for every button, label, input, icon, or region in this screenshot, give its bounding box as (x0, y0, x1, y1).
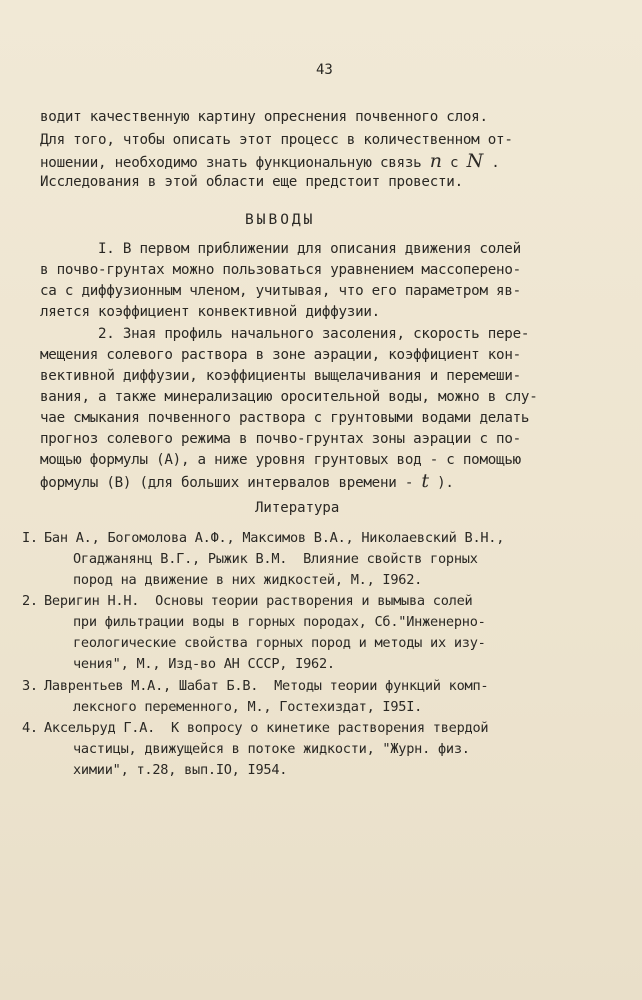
reference-line: Бан А., Богомолова А.Ф., Максимов В.А., Николаевский В.Н., (44, 530, 505, 546)
text-segment: . (491, 155, 500, 171)
reference-line: лексного переменного, М., Гостехиздат, I95I. (73, 699, 423, 715)
reference-number: 3. (22, 678, 38, 694)
reference-line: чения", М., Изд-во АН СССР, I962. (73, 656, 335, 672)
text-line: са с диффузионным членом, учитывая, что его параметром яв- (40, 283, 521, 299)
text-line: чае смыкания почвенного раствора с грунтовыми водами делать (40, 410, 530, 426)
text-segment: ). (437, 475, 454, 491)
text-line: 2. Зная профиль начального засоления, скорость пере- (98, 326, 530, 342)
text-line: мещения солевого раствора в зоне аэрации, коэффициент кон- (40, 347, 521, 363)
text-line: прогноз солевого режима в почво-грунтах зоны аэрации с по- (40, 431, 521, 447)
text-segment: с (450, 155, 459, 171)
reference-number: 4. (22, 720, 38, 736)
page-number: 43 (316, 62, 333, 78)
reference-line: геологические свойства горных пород и методы их изу- (73, 635, 486, 651)
text-line: мощью формулы (А), а ниже уровня грунтовых вод - с помощью (40, 452, 521, 468)
reference-line: химии", т.28, вып.IO, I954. (73, 762, 288, 778)
reference-line: Веригин Н.Н. Основы теории растворения и вымыва солей (44, 593, 473, 609)
reference-line: Огаджанянц В.Г., Рыжик В.М. Влияние свойств горных (73, 551, 478, 567)
text-line: I. В первом приближении для описания движения солей (98, 241, 521, 257)
reference-line: Лаврентьев М.А., Шабат Б.В. Методы теории функций комп- (44, 678, 489, 694)
reference-number: I. (22, 530, 38, 546)
text-line (40, 472, 454, 492)
reference-line: пород на движение в них жидкостей, М., I962. (73, 572, 423, 588)
text-segment: формулы (В) (для больших интервалов времени - (40, 475, 414, 491)
section-heading-literature: Литература (255, 500, 340, 516)
handwritten-symbol-n: n (429, 150, 442, 172)
reference-line: Аксельруд Г.А. К вопросу о кинетике растворения твердой (44, 720, 489, 736)
text-line: вания, а также минерализацию оросительной воды, можно в слу- (40, 389, 538, 405)
section-heading-conclusions: ВЫВОДЫ (245, 212, 316, 228)
reference-line: частицы, движущейся в потоке жидкости, "Журн. физ. (73, 741, 470, 757)
text-line: в почво-грунтах можно пользоваться уравнением массоперено- (40, 262, 521, 278)
text-line: ляется коэффициент конвективной диффузии. (40, 304, 380, 320)
text-line: Исследования в этой области еще предстоит провести. (40, 174, 463, 190)
reference-line: при фильтрации воды в горных породах, Сб."Инженерно- (73, 614, 486, 630)
text-line: водит качественную картину опреснения почвенного слоя. (40, 109, 488, 125)
reference-number: 2. (22, 593, 38, 609)
text-line: вективной диффузии, коэффициенты выщелачивания и перемеши- (40, 368, 521, 384)
handwritten-symbol-t: t (421, 470, 429, 492)
handwritten-symbol-N: N (466, 150, 483, 172)
text-line: Для того, чтобы описать этот процесс в количественном от- (40, 132, 513, 148)
text-line (40, 152, 500, 172)
text-segment: ношении, необходимо знать функциональную связь (40, 155, 422, 171)
